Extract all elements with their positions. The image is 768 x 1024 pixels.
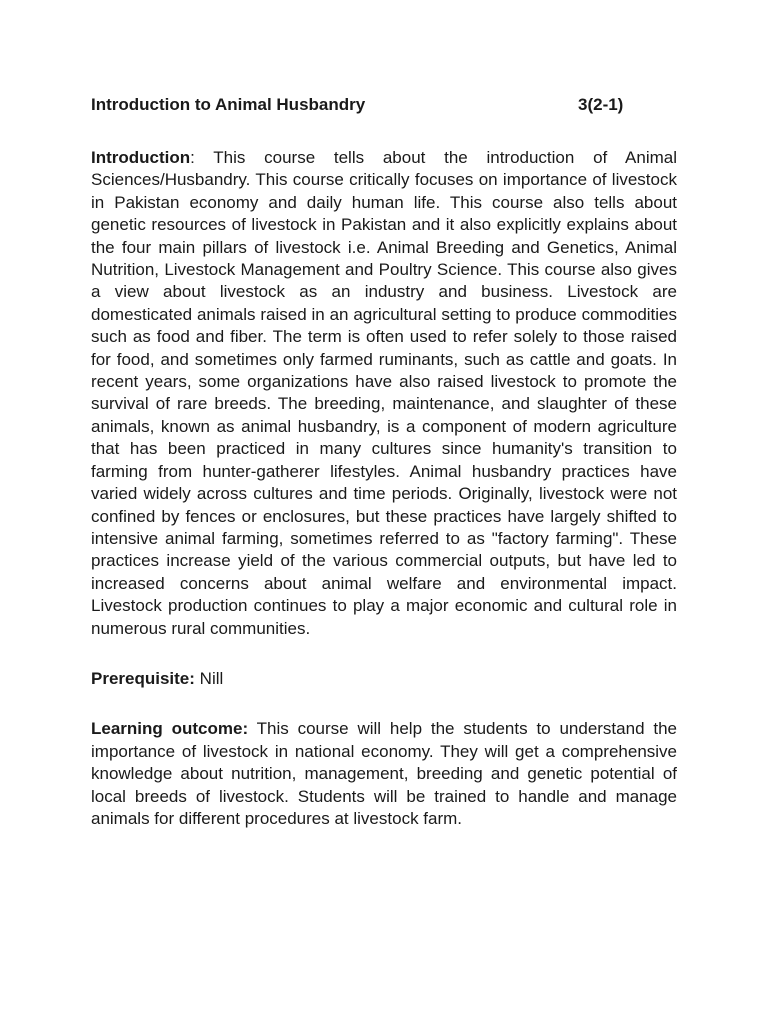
prerequisite-label: Prerequisite: xyxy=(91,668,195,688)
introduction-text: : This course tells about the introduction of Animal Sciences/Husbandry. This course critically focuses on importance of livestock in Pakistan economy and daily human life. This course also tells about genetic resources of livestock in Pakistan and it also explicitly explains about the four main pillars of livestock i.e. Animal Breeding and Genetics, Animal Nutrition, Livestock Management and Poultry Science. This course also gives a view about livestock as an industry and business. Livestock are domesticated animals raised in an agricultural setting to produce commodities such as food and fiber. The term is often used to refer solely to those raised for food, and sometimes only farmed ruminants, such as cattle and goats. In recent years, some organizations have also raised livestock to promote the survival of rare breeds. The breeding, maintenance, and slaughter of these animals, known as animal husbandry, is a component of modern agriculture that has been practiced in many cultures since humanity's transition to farming from hunter-gatherer lifestyles. Animal husbandry practices have varied widely across cultures and time periods. Originally, livestock were not confined by fences or enclosures, but these practices have largely shifted to intensive animal farming, sometimes referred to as "factory farming". These practices increase yield of the various commercial outputs, but have led to increased concerns about animal welfare and environmental impact. Livestock production continues to play a major economic and cultural role in numerous rural communities. xyxy=(91,148,677,638)
prerequisite-paragraph xyxy=(91,668,677,690)
learning-outcome-paragraph xyxy=(91,718,677,830)
learning-outcome-label: Learning outcome: xyxy=(91,719,249,739)
course-credits: 3(2-1) xyxy=(578,95,624,114)
introduction-label: Introduction xyxy=(91,148,191,167)
document-page xyxy=(91,93,677,830)
title-row xyxy=(91,93,677,117)
introduction-paragraph xyxy=(91,147,677,640)
prerequisite-text: Nill xyxy=(194,668,224,688)
learning-outcome-text: This course will help the students to understand the importance of livestock in national economy. They will get a comprehensive knowledge about nutrition, management, breeding and genetic potential of local breeds of livestock. Students will be trained to handle and manage animals for different procedures at livestock farm. xyxy=(91,719,677,828)
course-title: Introduction to Animal Husbandry xyxy=(91,95,366,114)
